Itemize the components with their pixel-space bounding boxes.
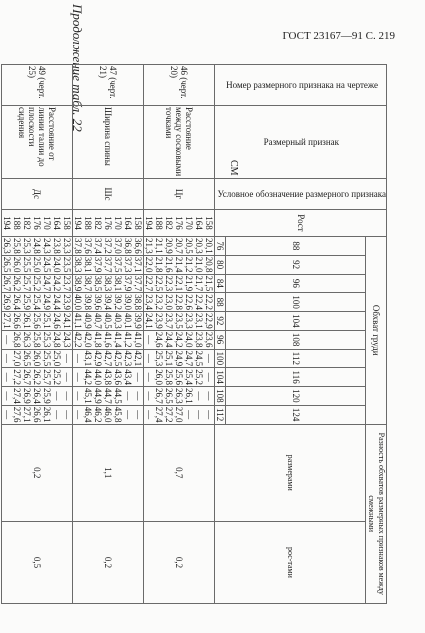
value-cell: — 25,0 25,5 26,0 26,5 27,0 — [2,350,73,367]
value-cell: 41,0 41,2 41,4 41,6 41,8 42,0 42,2 [73,331,144,348]
chest-value: 108 [226,330,366,349]
waist-value: 76 [215,237,226,256]
chest-value: 120 [226,387,366,406]
table-row [2,65,73,604]
header-row-1 [366,65,387,604]
feature-number: 46 (черт. 20) [144,65,215,106]
value-cell: — — 25,9 26,4 26,9 27,4 — [2,388,73,404]
chest-value: 104 [226,312,366,331]
diff-sizes-value: 0,2 [2,424,73,521]
waist-value: 96 [215,330,226,349]
col-header-feature: Размерный признак [264,137,340,147]
value-cell: 24,1 24,6 25,1 25,6 26,1 26,6 27,1 [2,313,73,329]
value-cell: 39,9 40,1 40,3 40,5 40,7 40,9 41,1 [73,313,144,329]
chest-value: 124 [226,405,366,424]
value-cell: 23,5 24,0 24,5 25,0 25,5 26,0 26,5 [2,256,73,273]
col-header-height: Рост [215,210,387,237]
value-cell: 23,9 24,4 24,9 25,4 25,9 26,4 26,9 [2,294,73,310]
diff-header-heights: рос-тами [215,521,366,603]
waist-value: 108 [215,387,226,406]
value-cell: — — 45,8 46,0 46,2 46,4 — [73,406,144,423]
value-cell: 23,6 23,8 24,0 24,2 24,4 24,6 — [144,331,215,348]
waist-value: 104 [215,368,226,387]
value-cell: 38,8 39,0 39,2 39,4 39,6 39,8 40,0 [73,294,144,310]
chest-value: 88 [226,237,366,256]
waist-value: 88 [215,293,226,312]
waist-value: 100 [215,349,226,368]
diff-header-sizes: размерами [215,424,366,521]
feature-number: 47 (черт. 21) [73,65,144,106]
value-cell: 36,6 36,8 37,0 37,2 37,4 37,6 37,8 [73,238,144,254]
value-cell: 22,9 23,1 23,3 23,5 23,7 23,9 24,1 [144,313,215,329]
col-header-number: Номер размерного признака на чертеже [225,80,378,90]
value-cell: 20,1 20,3 20,5 20,7 20,9 21,1 21,3 [144,238,215,254]
feature-name: Ширина спины [73,106,144,179]
value-cell: — — 26,1 26,6 27,1 27,6 — [2,406,73,423]
diff-heights-value: 0,5 [2,521,73,603]
feature-name: Расстояние между сосковыми точками [144,106,215,179]
height-values: 158 164 170 176 182 188 194 [73,210,144,237]
value-cell: — — 26,1 26,3 26,5 26,7 — [144,388,215,404]
value-cell: — 25,2 25,7 26,2 26,7 27,2 — [2,369,73,385]
chest-value: 100 [226,293,366,312]
diff-sizes-value: 0,7 [144,424,215,521]
waist-value: 80 [215,255,226,274]
value-cell: 23,7 24,2 24,7 25,2 25,7 26,2 26,7 [2,275,73,292]
chest-value: 92 [226,255,366,274]
chest-header: Обхват груди [366,237,387,425]
value-cell: 42,1 42,3 42,5 42,7 42,9 43,1 — [73,350,144,367]
value-cell: 37,1 37,3 37,5 37,7 37,9 38,1 38,3 [73,256,144,273]
value-cell: — 24,5 24,7 24,9 25,1 25,3 — [144,350,215,367]
feature-number: 49 (черт. 25) [2,65,73,106]
value-cell: 24,3 24,8 25,3 25,8 26,3 26,8 — [2,331,73,348]
size-table [1,64,387,604]
feature-name: Расстояние от линии талии до плоскости сидения [2,106,73,179]
table-row [73,65,144,604]
value-cell: 37,7 37,9 38,1 38,3 38,5 38,7 38,9 [73,275,144,292]
page-header: ГОСТ 23167—91 С. 219 [282,30,395,42]
diff-heights-value: 0,2 [144,521,215,603]
diff-sizes-value: 1,1 [73,424,144,521]
height-values: 158 164 170 176 182 188 194 [2,210,73,237]
unit-label: СМ [228,160,239,176]
diff-heights-value: 0,2 [73,521,144,603]
value-cell: 20,8 21,0 21,2 21,4 21,6 21,8 22,0 [144,256,215,273]
value-cell: 23,3 23,8 24,3 24,8 25,3 25,8 26,3 [2,238,73,254]
chest-value: 96 [226,274,366,293]
chest-value: 112 [226,349,366,368]
feature-symbol: Дс [2,179,73,210]
waist-value: 92 [215,312,226,331]
feature-symbol: Цг [144,179,215,210]
diff-header: Разность обхватов размерных признаков между смежными [366,424,387,604]
table-row [144,65,215,604]
value-cell: 22,2 22,4 22,6 22,8 23,0 23,2 23,4 [144,294,215,310]
value-cell: — 43,4 43,6 43,8 44,0 44,2 — [73,369,144,385]
feature-symbol: Шс [73,179,144,210]
col-header-symbol: Условное обозначение размерного признака [217,189,386,199]
value-cell: 21,5 21,7 21,9 22,1 22,3 22,5 22,7 [144,275,215,292]
waist-value: 112 [215,405,226,424]
height-values: 158 164 170 176 182 188 194 [144,210,215,237]
table-caption: Продолжение табл. 22 [70,4,85,132]
waist-value: 84 [215,274,226,293]
chest-value: 116 [226,368,366,387]
value-cell: — 25,2 25,4 25,6 25,8 26,0 — [144,369,215,385]
value-cell: — — 44,5 44,7 44,9 45,1 — [73,388,144,404]
value-cell: — — — 27,0 27,2 27,4 — [144,406,215,423]
